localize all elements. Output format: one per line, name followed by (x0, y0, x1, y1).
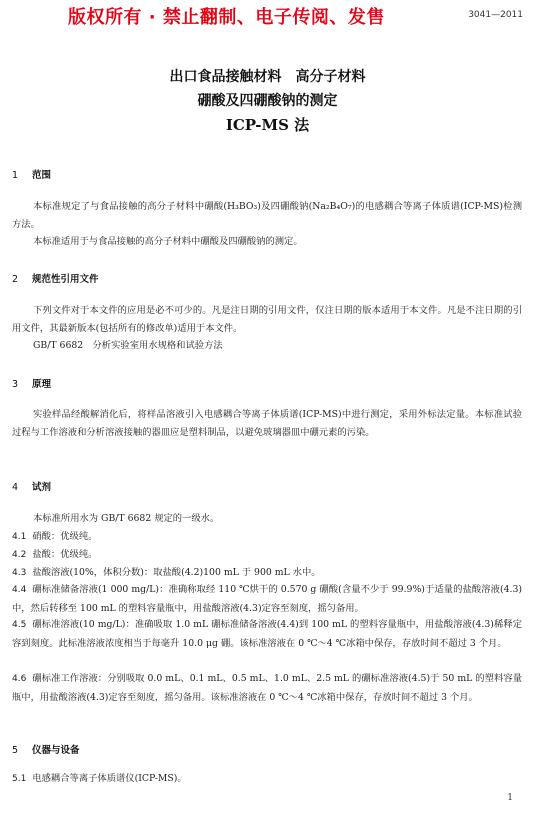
standard-number: 3041—2011 (468, 10, 523, 20)
list-item (12, 770, 522, 789)
section-title: 规范性引用文件 (32, 274, 99, 285)
item-text: 硼标准溶液(10 mg/L)：准确吸取 1.0 mL 硼标准储备溶液(4.4)到 100 mL 的塑料容量瓶中，用盐酸溶液(4.3)稀释定容到刻度。此标准溶液浓度相当于每毫升 10.0 μg 硼。该标准溶液在 0 ℃～4 ℃冰箱中保存，存放时间不超过 3 个月。 (12, 619, 522, 649)
item-number: 5.1 (12, 774, 27, 784)
section-1-heading (12, 167, 51, 181)
item-number: 4.1 (12, 532, 27, 542)
item-number: 4.3 (12, 568, 27, 578)
page-number: 1 (507, 793, 513, 803)
section-number: 2 (12, 274, 19, 285)
paragraph: 下列文件对于本文件的应用是必不可少的。凡是注日期的引用文件，仅注日期的版本适用于本文件。凡是不注日期的引用文件，其最新版本(包括所有的修改单)适用于本文件。 (12, 305, 522, 334)
paragraph: 本标准规定了与食品接触的高分子材料中硼酸(H₃BO₃)及四硼酸钠(Na₂B₄O₇)的电感耦合等离子体质谱(ICP-MS)检测方法。 (12, 201, 522, 230)
item-number: 4.5 (12, 620, 27, 630)
section-title: 范围 (32, 170, 52, 181)
section-number: 3 (12, 379, 19, 390)
section-number: 1 (12, 170, 19, 181)
section-3-heading (12, 376, 51, 390)
doc-title-line3: ICP-MS 法 (225, 116, 310, 134)
list-item (12, 528, 522, 547)
list-item (12, 546, 522, 565)
section-5-heading (12, 742, 80, 756)
list-item (12, 670, 522, 706)
item-number: 4.6 (12, 674, 27, 684)
section-2-heading (12, 271, 99, 285)
item-text: 盐酸溶液(10%，体积分数)：取盐酸(4.2)100 mL 于 900 mL 水中。 (32, 567, 321, 578)
item-number: 4.4 (12, 585, 27, 595)
list-item (12, 616, 522, 652)
section-title: 原理 (32, 379, 52, 390)
list-item (12, 581, 522, 617)
section-title: 仪器与设备 (32, 745, 80, 756)
section-title: 试剂 (32, 482, 52, 493)
doc-title-line1: 出口食品接触材料 高分子材料 (169, 69, 366, 85)
paragraph: 本标准适用于与食品接触的高分子材料中硼酸及四硼酸钠的测定。 (33, 236, 303, 247)
paragraph: GB/T 6682 分析实验室用水规格和试验方法 (33, 340, 223, 351)
list-item (12, 564, 522, 583)
section-number: 5 (12, 745, 19, 756)
section-number: 4 (12, 482, 19, 493)
section-4-heading (12, 479, 51, 493)
item-text: 硝酸：优级纯。 (32, 531, 98, 542)
doc-title-line2: 硼酸及四硼酸钠的测定 (197, 93, 338, 109)
paragraph: 实验样品经酸解消化后，将样品溶液引入电感耦合等离子体质谱(ICP-MS)中进行测定，采用外标法定量。本标准试验过程与工作溶液和分析溶液接触的器皿应是塑料制品，以避免玻璃器皿中硼元素的污染。 (12, 409, 522, 438)
copyright-watermark: 版权所有 · 禁止翻制、电子传阅、发售 (68, 7, 385, 28)
paragraph: 本标准所用水为 GB/T 6682 规定的一级水。 (33, 513, 220, 524)
item-number: 4.2 (12, 550, 27, 560)
item-text: 硼标准工作溶液：分别吸取 0.0 mL、0.1 mL、0.5 mL、1.0 mL、2.5 mL 的硼标准溶液(4.5)于 50 mL 的塑料容量瓶中，用盐酸溶液(4.3)定容至刻度，摇匀备用。该标准溶液在 0 ℃～4 ℃冰箱中保存，存放时间不超过 3 个月。 (12, 673, 522, 703)
item-text: 硼标准储备溶液(1 000 mg/L)：准确称取经 110 ℃烘干的 0.570 g 硼酸(含量不少于 99.9%)于适量的盐酸溶液(4.3)中，然后转移至 100 mL 的塑料容量瓶中，用盐酸溶液(4.3)定容至刻度，摇匀备用。 (12, 584, 522, 614)
item-text: 电感耦合等离子体质谱仪(ICP-MS)。 (32, 773, 187, 784)
item-text: 盐酸：优级纯。 (32, 549, 98, 560)
